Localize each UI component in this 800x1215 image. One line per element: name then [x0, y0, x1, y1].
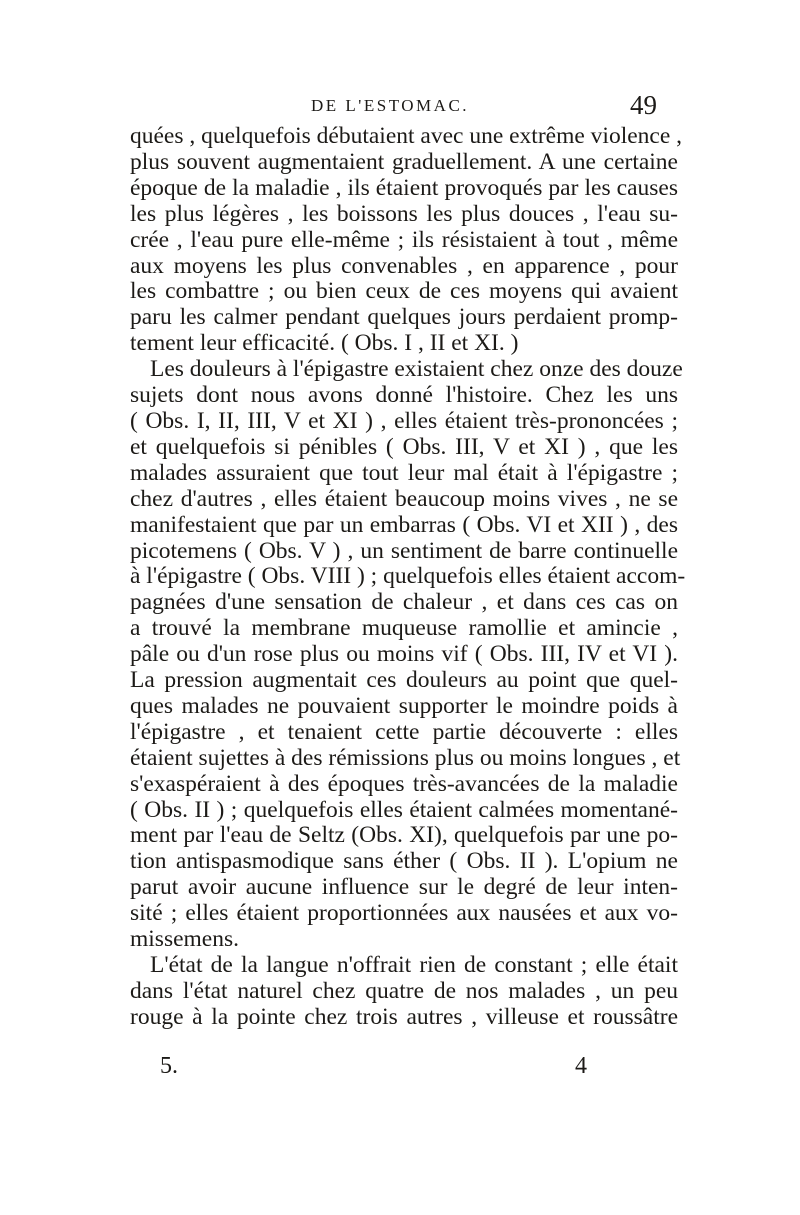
- text-line: plus souvent augmentaient graduellement. A une certaine: [130, 148, 678, 175]
- text-line: manifestaient que par un embarras ( Obs. VI et XII ) , des: [130, 511, 678, 538]
- text-line: L'état de la langue n'offrait rien de constant ; elle était: [150, 952, 678, 978]
- text-line: et quelquefois si pénibles ( Obs. III, V et XI ) , que les: [130, 433, 678, 460]
- text-line: ( Obs. II ) ; quelquefois elles étaient calmées momentané-: [130, 796, 678, 823]
- text-line: aux moyens les plus convenables , en apparence , pour: [130, 252, 678, 279]
- text-line: chez d'autres , elles étaient beaucoup moins vives , ne se: [130, 485, 678, 512]
- text-line: malades assuraient que tout leur mal était à l'épigastre ;: [130, 459, 678, 486]
- text-line: crée , l'eau pure elle-même ; ils résistaient à tout , même: [130, 226, 678, 253]
- signature-mark-right: 4: [575, 1053, 587, 1079]
- text-line: l'épigastre , et tenaient cette partie découverte : elles: [130, 718, 678, 745]
- text-line: ques malades ne pouvaient supporter le moindre poids à: [130, 692, 678, 719]
- text-line: à l'épigastre ( Obs. VIII ) ; quelquefois elles étaient accom-: [130, 563, 686, 590]
- text-line: ( Obs. I, II, III, V et XI ) , elles étaient très-prononcées ;: [130, 407, 678, 434]
- text-line: époque de la maladie , ils étaient provoqués par les causes: [130, 174, 678, 201]
- text-line: les combattre ; ou bien ceux de ces moyens qui avaient: [130, 278, 678, 305]
- text-line: rouge à la pointe chez trois autres , villeuse et roussâtre: [130, 1003, 678, 1030]
- text-line: quées , quelquefois débutaient avec une extrême violence ,: [130, 123, 683, 149]
- text-line: s'exaspéraient à des époques très-avancées de la maladie: [130, 770, 678, 797]
- text-line: a trouvé la membrane muqueuse ramollie et amincie ,: [130, 615, 678, 642]
- text-line: tion antispasmodique sans éther ( Obs. II ). L'opium ne: [130, 848, 678, 875]
- text-line: tement leur efficacité. ( Obs. I , II et XI. ): [130, 330, 519, 357]
- text-line: paru les calmer pendant quelques jours perdaient promp-: [130, 304, 678, 331]
- text-line: Les douleurs à l'épigastre existaient chez onze des douze: [150, 356, 683, 383]
- running-head: DE L'ESTOMAC.: [311, 96, 470, 115]
- text-line: ment par l'eau de Seltz (Obs. XI), quelquefois par une po-: [130, 822, 678, 849]
- text-line: dans l'état naturel chez quatre de nos malades , un peu: [130, 977, 678, 1004]
- text-line: étaient sujettes à des rémissions plus ou moins longues , et: [130, 744, 681, 771]
- text-line: picotemens ( Obs. V ) , un sentiment de barre continuelle: [130, 537, 678, 564]
- page-number: 49: [630, 90, 657, 120]
- text-line: sujets dont nous avons donné l'histoire. Chez les uns: [130, 382, 678, 409]
- text-line: missemens.: [130, 926, 240, 953]
- text-line: les plus légères , les boissons les plus douces , l'eau su-: [130, 200, 678, 227]
- body-text: [130, 123, 686, 1031]
- text-line: pagnées d'une sensation de chaleur , et dans ces cas on: [130, 589, 678, 616]
- signature-mark-left: 5.: [160, 1053, 178, 1079]
- text-line: sité ; elles étaient proportionnées aux nausées et aux vo-: [130, 900, 678, 927]
- text-line: parut avoir aucune influence sur le degré de leur inten-: [130, 874, 678, 901]
- text-line: pâle ou d'un rose plus ou moins vif ( Obs. III, IV et VI ).: [130, 641, 678, 668]
- text-line: La pression augmentait ces douleurs au point que quel-: [130, 667, 678, 694]
